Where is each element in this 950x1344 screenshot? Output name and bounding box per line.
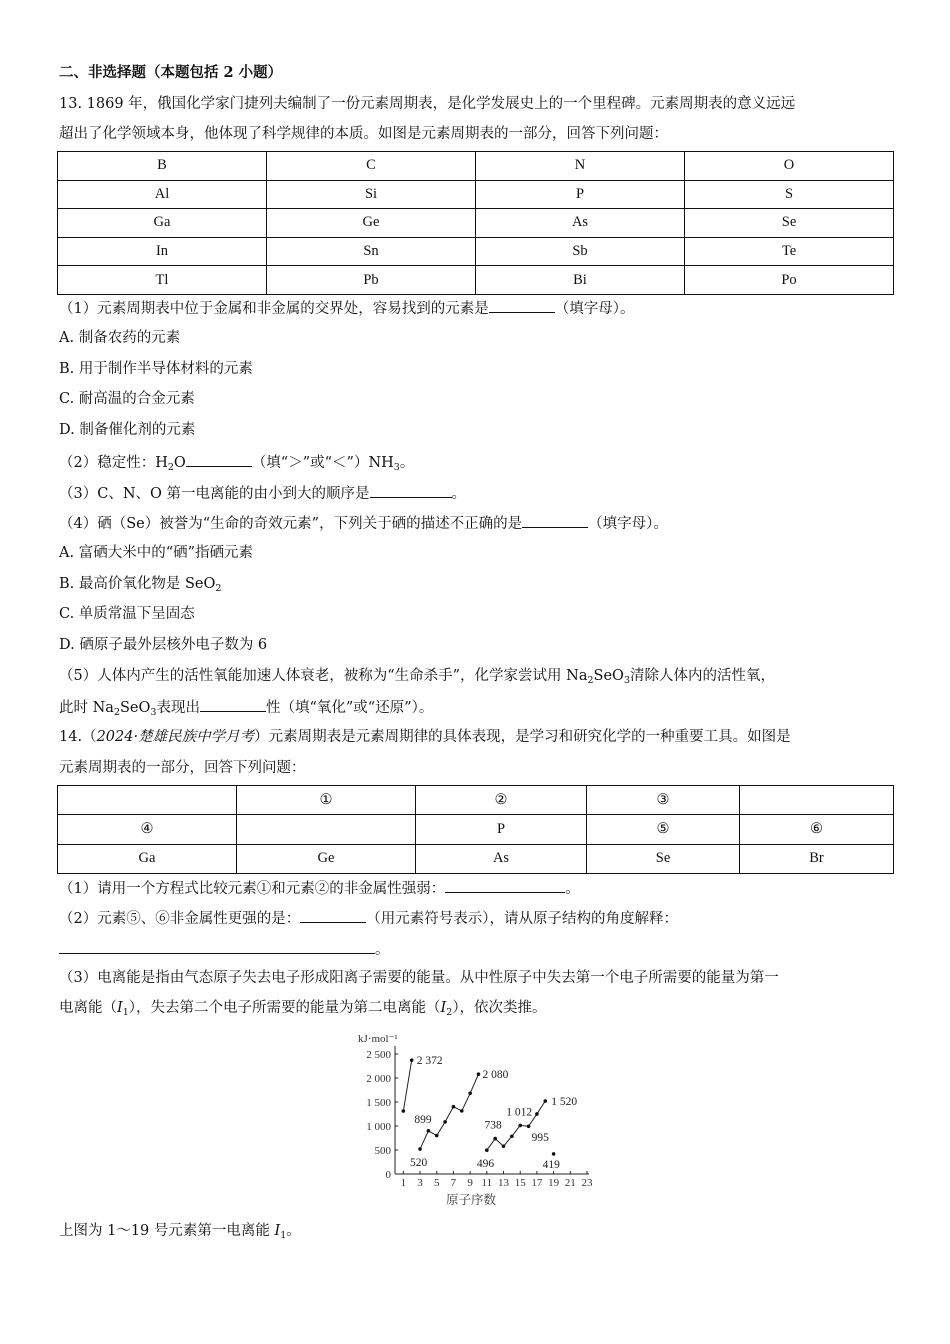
q13-table-cell: Tl: [58, 266, 267, 295]
q14-stem-line2: 元素周期表的一部分，回答下列问题：: [59, 760, 306, 776]
y-axis-label: kJ·mol⁻¹: [358, 1033, 398, 1045]
data-point: [427, 1129, 431, 1133]
q13-table-cell: N: [476, 152, 685, 181]
data-label: 520: [410, 1157, 428, 1170]
q14-table-cell: As: [416, 844, 587, 873]
q13-table-cell: Te: [685, 237, 894, 266]
q14-table-cell: Br: [740, 844, 894, 873]
q13-part1: （1）元素周期表中位于金属和非金属的交界处，容易找到的元素是 （填字母）。: [59, 297, 634, 319]
data-point: [452, 1105, 456, 1109]
q14-table-cell: ④: [58, 815, 237, 844]
data-label: 2 080: [482, 1069, 509, 1082]
q13-table-cell: Al: [58, 180, 267, 209]
x-tick-label: 5: [433, 1177, 440, 1189]
q13-table-row: [58, 180, 894, 209]
y-tick-label: 1 000: [366, 1121, 391, 1133]
x-tick-label: 3: [417, 1177, 423, 1189]
series-line: [403, 1060, 411, 1111]
q14-table-cell: Ge: [237, 844, 416, 873]
q13-table-cell: Ga: [58, 209, 267, 238]
x-tick-label: 17: [531, 1177, 543, 1189]
q14-table-cell: [237, 815, 416, 844]
x-tick-label: 7: [450, 1177, 457, 1189]
data-label: 1 012: [506, 1106, 533, 1119]
q13-part3: （3）C、N、O 第一电离能的由小到大的顺序是 。: [59, 482, 466, 504]
q13-table-cell: Bi: [476, 266, 685, 295]
q14-table-cell: ⑥: [740, 815, 894, 844]
q13-table-cell: As: [476, 209, 685, 238]
q14-part2: （2）元素⑤、⑥非金属性更强的是： （用元素符号表示），请从原子结构的角度解释：: [59, 907, 678, 929]
q14-table-cell: ⑤: [587, 815, 740, 844]
q13-p4-option-d: D. 硒原子最外层核外电子数为 6: [59, 637, 268, 653]
data-label: 738: [484, 1119, 502, 1132]
y-tick-label: 0: [385, 1169, 391, 1181]
q13-stem-line1: 13. 1869 年，俄国化学家门捷列夫编制了一份元素周期表，是化学发展史上的一个里程碑。元素周期表的意义远远: [59, 96, 796, 112]
q13-table-cell: Se: [685, 209, 894, 238]
x-axis-label: 原子序数: [445, 1193, 497, 1207]
x-tick-label: 19: [548, 1177, 560, 1189]
x-tick-label: 1: [400, 1177, 407, 1189]
q14-table-row: [58, 786, 894, 815]
q13-table-row: [58, 237, 894, 266]
data-point: [402, 1109, 406, 1113]
data-point: [485, 1148, 489, 1152]
q13-option-c: C. 耐高温的合金元素: [59, 391, 195, 407]
q14-table-cell: ③: [587, 786, 740, 815]
q13-part5-line2: 此时 $Na_2SeO_3$表现出 性（填“氧化”或“还原”）。: [59, 696, 433, 723]
q13-table-cell: In: [58, 237, 267, 266]
data-point: [552, 1152, 556, 1156]
data-point: [468, 1092, 472, 1096]
q13-table-cell: O: [685, 152, 894, 181]
q13-table-cell: Sn: [267, 237, 476, 266]
q13-part5-line1: （5）人体内产生的活性氧能加速人体衰老，被称为“生命杀手”，化学家尝试用 $Na_2SeO_3$清除人体内的活性氧，: [59, 668, 775, 686]
ionization-energy-chart: [340, 1024, 610, 1214]
q13-table-cell: P: [476, 180, 685, 209]
x-tick-label: 15: [514, 1177, 526, 1189]
q13-part2: （2）稳定性：$H_2O$ （填“＞”或“$<”)NH_3$。: [59, 451, 414, 478]
data-point: [527, 1124, 531, 1128]
q13-p4-option-c: C. 单质常温下呈固态: [59, 606, 195, 622]
data-label: 419: [542, 1158, 560, 1171]
x-tick-label: 13: [498, 1177, 510, 1189]
q14-table-cell: [58, 786, 237, 815]
q13-table-cell: B: [58, 152, 267, 181]
q14-part2-answer: 。: [59, 938, 390, 960]
x-tick-label: 23: [581, 1177, 593, 1189]
q14-table-cell: P: [416, 815, 587, 844]
q13-option-d: D. 制备催化剂的元素: [59, 422, 196, 438]
q13-table-cell: S: [685, 180, 894, 209]
q13-table-cell: Po: [685, 266, 894, 295]
q14-part1: （1）请用一个方程式比较元素①和元素②的非金属性强弱： 。: [59, 877, 580, 899]
x-tick-label: 9: [467, 1177, 473, 1189]
q13-table-cell: Si: [267, 180, 476, 209]
q13-option-b: B. 用于制作半导体材料的元素: [59, 361, 253, 377]
data-label: 496: [476, 1158, 495, 1171]
y-tick-label: 2 500: [366, 1049, 391, 1061]
q13-table-row: [58, 152, 894, 181]
y-tick-label: 1 500: [366, 1097, 391, 1109]
q14-table-row: [58, 844, 894, 873]
data-label: 899: [414, 1113, 432, 1126]
q14-table-cell: Se: [587, 844, 740, 873]
q13-periodic-table: [57, 151, 894, 295]
data-point: [535, 1112, 539, 1116]
data-label: 1 520: [551, 1096, 578, 1109]
data-point: [518, 1124, 522, 1128]
data-label: 2 372: [416, 1055, 443, 1068]
q14-table-cell: ①: [237, 786, 416, 815]
q14-table-row: [58, 815, 894, 844]
q14-part3-line2: 电离能$(I_1)$，失去第二个电子所需要的能量为第二电离能$(I_2)$，依次类推。: [59, 1000, 547, 1018]
q13-table-cell: Pb: [267, 266, 476, 295]
data-point: [410, 1058, 414, 1062]
q13-table-cell: Sb: [476, 237, 685, 266]
q13-table-row: [58, 209, 894, 238]
x-tick-label: 11: [481, 1177, 493, 1189]
q13-p4-option-a: A. 富硒大米中的“硒”指硒元素: [59, 545, 254, 561]
q13-option-a: A. 制备农药的元素: [59, 330, 181, 346]
data-point: [418, 1147, 422, 1151]
q14-table-cell: Ga: [58, 844, 237, 873]
data-point: [435, 1134, 439, 1138]
y-tick-label: 2 000: [366, 1073, 391, 1085]
q14-periodic-table: [57, 785, 894, 874]
q14-stem-line1: 14.（2024·楚雄民族中学月考）元素周期表是元素周期律的具体表现，是学习和研究化学的一种重要工具。如图是: [59, 729, 791, 745]
x-tick-label: 21: [564, 1177, 576, 1189]
q14-part3-line1: （3）电离能是指由气态原子失去电子形成阳离子需要的能量。从中性原子中失去第一个电子所需要的能量为第一: [59, 970, 779, 986]
q13-stem-line2: 超出了化学领域本身，他体现了科学规律的本质。如图是元素周期表的一部分，回答下列问题：: [59, 126, 668, 142]
q13-p4-option-b: B. 最高价氧化物是 SeO$_2$: [59, 576, 222, 594]
y-tick-label: 500: [374, 1145, 391, 1157]
data-point: [543, 1099, 547, 1103]
q13-table-cell: C: [267, 152, 476, 181]
data-point: [460, 1109, 464, 1113]
chart-caption: 上图为 1～19 号元素第一电离能 $I_1$。: [59, 1223, 301, 1241]
data-point: [502, 1144, 506, 1148]
data-label: 995: [531, 1132, 549, 1145]
data-point: [510, 1134, 514, 1138]
data-point: [443, 1120, 447, 1124]
q14-table-cell: [740, 786, 894, 815]
data-point: [477, 1072, 481, 1076]
q14-table-cell: ②: [416, 786, 587, 815]
data-point: [493, 1137, 497, 1141]
section-title: 二、非选择题（本题包括 2 小题）: [59, 64, 283, 81]
q13-table-cell: Ge: [267, 209, 476, 238]
series-line: [420, 1074, 478, 1149]
q13-part4: （4）硒（Se）被誉为“生命的奇效元素”，下列关于硒的描述不正确的是 （填字母）。: [59, 512, 668, 534]
q13-table-row: [58, 266, 894, 295]
